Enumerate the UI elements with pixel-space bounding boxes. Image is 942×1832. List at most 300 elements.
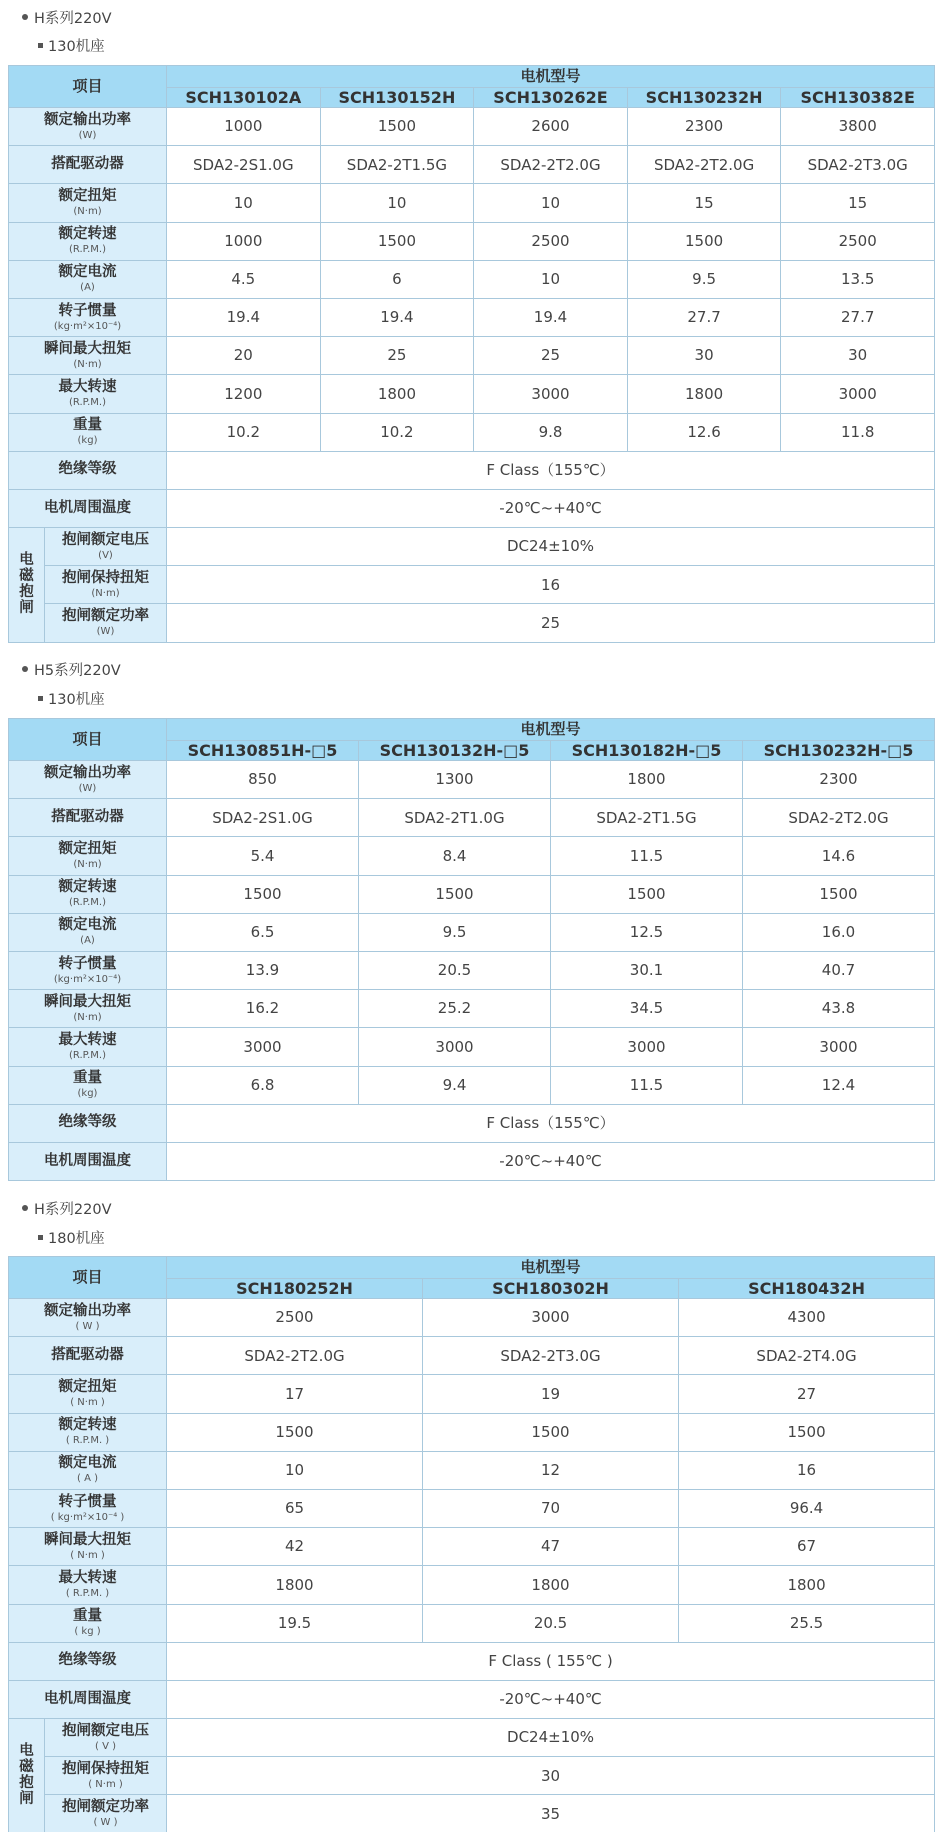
row-header — [9, 260, 167, 298]
header-row — [9, 1257, 935, 1279]
table-row — [9, 375, 935, 413]
row-label: 绝缘等级 — [58, 1114, 117, 1131]
table-cell: SDA2-2T3.0G — [781, 146, 935, 184]
row-label: 瞬间最大扭矩 — [44, 1531, 131, 1548]
table-cell: 2600 — [474, 108, 628, 146]
row-label: 搭配驱动器 — [51, 1346, 124, 1363]
table-row — [9, 1528, 935, 1566]
row-header — [9, 1489, 167, 1527]
section-subtitle — [38, 1228, 105, 1250]
table-row — [9, 1104, 935, 1142]
table-row — [9, 1757, 935, 1795]
table-cell: 17 — [167, 1375, 423, 1413]
row-label: 最大转速 — [58, 1031, 117, 1048]
table-row — [9, 1604, 935, 1642]
table-cell: 34.5 — [551, 990, 743, 1028]
table-cell: 1200 — [167, 375, 321, 413]
row-header — [9, 146, 167, 184]
table-cell: 27.7 — [781, 298, 935, 336]
table-cell: 1500 — [359, 875, 551, 913]
table-row — [9, 1299, 935, 1337]
table-cell: 9.5 — [627, 260, 781, 298]
row-label: 额定扭矩 — [58, 841, 117, 857]
table-cell-span: -20℃~+40℃ — [167, 489, 935, 527]
bullet-square-icon — [38, 43, 43, 48]
brake-group-label — [9, 1719, 45, 1832]
row-label: 额定转速 — [58, 879, 117, 896]
row-unit: ( kg·m²×10⁻⁴ ) — [50, 1511, 125, 1523]
row-header — [45, 1795, 167, 1832]
table-cell-span: 25 — [167, 604, 935, 642]
table-cell: 13.9 — [167, 951, 359, 989]
table-cell: 1500 — [627, 222, 781, 260]
bullet-dot-icon — [22, 1205, 28, 1211]
table-row — [9, 1375, 935, 1413]
row-header — [45, 1719, 167, 1757]
table-cell: 1800 — [679, 1566, 935, 1604]
table-cell: 1500 — [320, 222, 474, 260]
section-subtitle — [38, 689, 105, 711]
table-cell: 96.4 — [679, 1489, 935, 1527]
row-unit: (A) — [80, 282, 95, 294]
table-cell: 19.4 — [167, 298, 321, 336]
table-cell: SDA2-2S1.0G — [167, 146, 321, 184]
row-unit: (kg·m²×10⁻⁴) — [53, 320, 122, 332]
table-cell: 9.8 — [474, 413, 628, 451]
row-header — [9, 1528, 167, 1566]
table-cell: 12.5 — [551, 913, 743, 951]
table-cell: SDA2-2T2.0G — [627, 146, 781, 184]
table-cell: 9.4 — [359, 1066, 551, 1104]
section-title — [22, 8, 112, 30]
row-unit: (N·m) — [91, 587, 120, 599]
table-row — [9, 108, 935, 146]
table-cell: 19.4 — [320, 298, 474, 336]
row-header — [9, 951, 167, 989]
header-item: 项目 — [9, 719, 167, 761]
row-header — [9, 1028, 167, 1066]
table-row — [9, 1719, 935, 1757]
table-cell: 1800 — [167, 1566, 423, 1604]
row-header — [9, 1104, 167, 1142]
row-label: 额定转速 — [58, 226, 117, 243]
section-title-text: H系列220V — [34, 1202, 112, 1218]
brake-group-char: 闸 — [19, 599, 34, 616]
row-header — [9, 1680, 167, 1718]
table-cell: 8.4 — [359, 837, 551, 875]
table-cell: 11.5 — [551, 1066, 743, 1104]
model-name: SCH130182H-□5 — [551, 741, 743, 761]
brake-group-char: 闸 — [19, 1790, 34, 1807]
table-row — [9, 146, 935, 184]
table-cell: 20 — [167, 337, 321, 375]
row-label: 转子惯量 — [58, 1493, 117, 1510]
table-cell: 12.6 — [627, 413, 781, 451]
table-cell: 5.4 — [167, 837, 359, 875]
table-cell: SDA2-2T1.5G — [551, 799, 743, 837]
table-cell: 19.5 — [167, 1604, 423, 1642]
table-cell: 14.6 — [743, 837, 935, 875]
row-label: 额定输出功率 — [44, 1302, 131, 1319]
table-row — [9, 1680, 935, 1718]
table-cell: 1500 — [423, 1413, 679, 1451]
table-cell: 20.5 — [423, 1604, 679, 1642]
table-cell: 19.4 — [474, 298, 628, 336]
table-cell: 42 — [167, 1528, 423, 1566]
table-cell: 1800 — [627, 375, 781, 413]
table-cell: 2500 — [781, 222, 935, 260]
table-row — [9, 1413, 935, 1451]
table-row — [9, 1337, 935, 1375]
model-name: SCH130102A — [167, 88, 321, 108]
row-label: 搭配驱动器 — [51, 808, 124, 825]
header-model: 电机型号 — [167, 66, 935, 88]
table-cell: 27 — [679, 1375, 935, 1413]
table-row — [9, 1451, 935, 1489]
row-label: 电机周围温度 — [44, 1690, 131, 1707]
row-unit: (R.P.M.) — [68, 244, 107, 256]
row-header — [9, 875, 167, 913]
table-row — [9, 951, 935, 989]
row-unit: ( N·m ) — [70, 1396, 105, 1408]
table-row — [9, 1795, 935, 1832]
table-cell: 10.2 — [320, 413, 474, 451]
row-unit: (kg·m²×10⁻⁴) — [53, 973, 122, 985]
table-row — [9, 1142, 935, 1180]
row-label: 抱闸保持扭矩 — [62, 1760, 149, 1777]
row-header — [9, 1337, 167, 1375]
table-cell-span: 16 — [167, 566, 935, 604]
row-label: 重量 — [73, 417, 102, 434]
table-cell: 1500 — [743, 875, 935, 913]
table-cell: 12 — [423, 1451, 679, 1489]
table-cell: 1300 — [359, 761, 551, 799]
table-cell: 13.5 — [781, 260, 935, 298]
section-subtitle-text: 180机座 — [48, 1231, 105, 1247]
table-cell: 19 — [423, 1375, 679, 1413]
section-title — [22, 1199, 112, 1221]
table-cell: 1000 — [167, 222, 321, 260]
row-header — [9, 184, 167, 222]
table-row — [9, 837, 935, 875]
table-cell: 1500 — [551, 875, 743, 913]
row-label: 抱闸额定电压 — [62, 1722, 149, 1739]
row-unit: ( W ) — [75, 1320, 100, 1332]
table-cell: SDA2-2S1.0G — [167, 799, 359, 837]
row-unit: (A) — [80, 935, 95, 947]
row-label: 抱闸额定电压 — [62, 531, 149, 548]
row-label: 额定电流 — [58, 264, 117, 281]
table-row — [9, 761, 935, 799]
row-header — [45, 604, 167, 642]
row-unit: (W) — [78, 782, 97, 794]
brake-group-char: 磁 — [19, 567, 34, 584]
table-row — [9, 799, 935, 837]
spec-table — [8, 65, 935, 643]
row-header — [9, 108, 167, 146]
table-cell: 10 — [474, 184, 628, 222]
row-label: 瞬间最大扭矩 — [44, 340, 131, 357]
brake-group-char: 电 — [19, 551, 34, 568]
table-cell-span: F Class（155℃） — [167, 451, 935, 489]
row-unit: (N·m) — [73, 858, 102, 870]
table-cell: 15 — [781, 184, 935, 222]
brake-group-label — [9, 528, 45, 643]
row-unit: ( kg ) — [74, 1626, 101, 1638]
row-header — [9, 1375, 167, 1413]
table-cell: 25 — [320, 337, 474, 375]
bullet-dot-icon — [22, 666, 28, 672]
table-cell: 3000 — [359, 1028, 551, 1066]
row-label: 电机周围温度 — [44, 499, 131, 516]
row-unit: (W) — [96, 626, 115, 637]
row-label: 额定扭矩 — [58, 188, 117, 204]
row-unit: ( V ) — [95, 1740, 117, 1752]
header-row — [9, 719, 935, 741]
table-cell: 11.5 — [551, 837, 743, 875]
row-label: 转子惯量 — [58, 955, 117, 972]
row-header — [9, 990, 167, 1028]
row-header — [9, 799, 167, 837]
table-row — [9, 1028, 935, 1066]
row-header — [9, 1413, 167, 1451]
table-row — [9, 451, 935, 489]
table-cell: 16.2 — [167, 990, 359, 1028]
row-label: 抱闸额定功率 — [62, 1799, 149, 1816]
row-header — [9, 375, 167, 413]
model-name: SCH130851H-□5 — [167, 741, 359, 761]
table-cell: 6.8 — [167, 1066, 359, 1104]
row-unit: ( A ) — [77, 1473, 99, 1485]
table-cell: 3000 — [423, 1299, 679, 1337]
row-label: 抱闸保持扭矩 — [62, 569, 149, 586]
row-label: 额定扭矩 — [58, 1379, 117, 1395]
row-label: 转子惯量 — [58, 302, 117, 319]
table-cell: 1500 — [167, 1413, 423, 1451]
table-cell: 3000 — [474, 375, 628, 413]
header-row — [9, 66, 935, 88]
table-cell: 9.5 — [359, 913, 551, 951]
row-label: 重量 — [73, 1070, 102, 1087]
table-cell: SDA2-2T2.0G — [167, 1337, 423, 1375]
table-cell: 10 — [167, 1451, 423, 1489]
row-header — [9, 489, 167, 527]
row-label: 额定转速 — [58, 1417, 117, 1434]
row-unit: ( N·m ) — [88, 1778, 123, 1790]
row-header — [9, 337, 167, 375]
header-model: 电机型号 — [167, 719, 935, 741]
brake-group-char: 抱 — [19, 583, 34, 600]
table-row — [9, 1489, 935, 1527]
table-cell: 16.0 — [743, 913, 935, 951]
table-cell: 11.8 — [781, 413, 935, 451]
model-name: SCH130232H-□5 — [743, 741, 935, 761]
row-unit: (V) — [98, 549, 113, 561]
row-header — [9, 1566, 167, 1604]
table-cell: 30.1 — [551, 951, 743, 989]
table-cell: 30 — [627, 337, 781, 375]
table-cell: 4300 — [679, 1299, 935, 1337]
row-label: 额定电流 — [58, 1455, 117, 1472]
row-header — [9, 298, 167, 336]
table-row — [9, 413, 935, 451]
model-name: SCH180302H — [423, 1279, 679, 1299]
table-cell: 10.2 — [167, 413, 321, 451]
row-unit: (R.P.M.) — [68, 897, 107, 909]
table-cell: SDA2-2T3.0G — [423, 1337, 679, 1375]
row-unit: ( W ) — [93, 1817, 118, 1828]
table-cell: 1800 — [320, 375, 474, 413]
table-cell: 70 — [423, 1489, 679, 1527]
row-header — [9, 837, 167, 875]
table-row — [9, 604, 935, 642]
brake-group-char: 电 — [19, 1742, 34, 1759]
table-cell: 25.5 — [679, 1604, 935, 1642]
table-cell-span: 35 — [167, 1795, 935, 1832]
table-cell: 6.5 — [167, 913, 359, 951]
table-cell: 3000 — [167, 1028, 359, 1066]
row-label: 最大转速 — [58, 1569, 117, 1586]
model-name: SCH130262E — [474, 88, 628, 108]
row-label: 搭配驱动器 — [51, 155, 124, 172]
section-subtitle-text: 130机座 — [48, 692, 105, 708]
table-cell: SDA2-2T2.0G — [743, 799, 935, 837]
table-row — [9, 1566, 935, 1604]
row-header — [9, 1604, 167, 1642]
table-cell: SDA2-2T4.0G — [679, 1337, 935, 1375]
row-unit: (N·m) — [73, 1011, 102, 1023]
table-cell: 3800 — [781, 108, 935, 146]
section-title-text: H系列220V — [34, 11, 112, 27]
row-label: 重量 — [73, 1608, 102, 1625]
table-cell-span: DC24±10% — [167, 528, 935, 566]
row-header — [45, 528, 167, 566]
table-cell: 25.2 — [359, 990, 551, 1028]
row-header — [45, 566, 167, 604]
table-cell: 67 — [679, 1528, 935, 1566]
table-cell: 43.8 — [743, 990, 935, 1028]
row-unit: ( R.P.M. ) — [65, 1587, 110, 1599]
table-cell: 40.7 — [743, 951, 935, 989]
row-header — [45, 1757, 167, 1795]
table-cell: 3000 — [743, 1028, 935, 1066]
table-cell: 10 — [167, 184, 321, 222]
row-header — [9, 413, 167, 451]
table-cell: 15 — [627, 184, 781, 222]
table-cell: 1500 — [679, 1413, 935, 1451]
row-header — [9, 222, 167, 260]
row-header — [9, 913, 167, 951]
table-cell: 2500 — [167, 1299, 423, 1337]
table-cell-span: DC24±10% — [167, 1719, 935, 1757]
row-label: 抱闸额定功率 — [62, 608, 149, 625]
row-label: 额定输出功率 — [44, 764, 131, 781]
row-header — [9, 1642, 167, 1680]
table-cell: 25 — [474, 337, 628, 375]
table-cell: SDA2-2T2.0G — [474, 146, 628, 184]
model-name: SCH180252H — [167, 1279, 423, 1299]
table-cell-span: 30 — [167, 1757, 935, 1795]
model-name: SCH130152H — [320, 88, 474, 108]
row-unit: (R.P.M.) — [68, 396, 107, 408]
table-cell: 3000 — [781, 375, 935, 413]
table-cell: 6 — [320, 260, 474, 298]
table-row — [9, 1642, 935, 1680]
table-cell: 2300 — [627, 108, 781, 146]
table-row — [9, 337, 935, 375]
header-item: 项目 — [9, 1257, 167, 1299]
table-cell: 27.7 — [627, 298, 781, 336]
table-cell: 10 — [474, 260, 628, 298]
model-name: SCH130232H — [627, 88, 781, 108]
table-cell-span: -20℃~+40℃ — [167, 1142, 935, 1180]
table-cell: 1500 — [320, 108, 474, 146]
row-unit: (R.P.M.) — [68, 1049, 107, 1061]
model-name: SCH130132H-□5 — [359, 741, 551, 761]
row-header — [9, 1142, 167, 1180]
table-row — [9, 913, 935, 951]
row-header — [9, 761, 167, 799]
row-label: 额定电流 — [58, 917, 117, 934]
row-label: 额定输出功率 — [44, 111, 131, 128]
brake-group-char: 抱 — [19, 1774, 34, 1791]
table-cell: 12.4 — [743, 1066, 935, 1104]
section-subtitle — [38, 36, 105, 58]
table-cell: 30 — [781, 337, 935, 375]
table-cell: 1800 — [551, 761, 743, 799]
spec-table — [8, 1256, 935, 1832]
section-subtitle-text: 130机座 — [48, 39, 105, 55]
row-label: 瞬间最大扭矩 — [44, 993, 131, 1010]
table-row — [9, 528, 935, 566]
spec-table — [8, 718, 935, 1181]
bullet-square-icon — [38, 696, 43, 701]
table-row — [9, 298, 935, 336]
table-row — [9, 1066, 935, 1104]
brake-group-char: 磁 — [19, 1758, 34, 1775]
table-cell: 1500 — [167, 875, 359, 913]
row-header — [9, 1066, 167, 1104]
table-cell: 2500 — [474, 222, 628, 260]
section-title-text: H5系列220V — [34, 663, 121, 679]
table-cell: 20.5 — [359, 951, 551, 989]
row-unit: (kg) — [77, 1088, 98, 1100]
row-unit: ( R.P.M. ) — [65, 1435, 110, 1447]
table-row — [9, 260, 935, 298]
table-row — [9, 222, 935, 260]
table-cell: 47 — [423, 1528, 679, 1566]
row-unit: (N·m) — [73, 358, 102, 370]
table-cell: 2300 — [743, 761, 935, 799]
table-cell-span: F Class ( 155℃ ) — [167, 1642, 935, 1680]
header-model: 电机型号 — [167, 1257, 935, 1279]
table-cell: 16 — [679, 1451, 935, 1489]
table-cell: 4.5 — [167, 260, 321, 298]
table-cell: 850 — [167, 761, 359, 799]
table-row — [9, 566, 935, 604]
table-cell: SDA2-2T1.0G — [359, 799, 551, 837]
row-label: 最大转速 — [58, 378, 117, 395]
table-cell: 65 — [167, 1489, 423, 1527]
table-row — [9, 875, 935, 913]
table-cell: 10 — [320, 184, 474, 222]
table-cell: SDA2-2T1.5G — [320, 146, 474, 184]
row-unit: (N·m) — [73, 205, 102, 217]
table-row — [9, 184, 935, 222]
row-label: 绝缘等级 — [58, 461, 117, 478]
row-label: 绝缘等级 — [58, 1652, 117, 1669]
model-name: SCH180432H — [679, 1279, 935, 1299]
